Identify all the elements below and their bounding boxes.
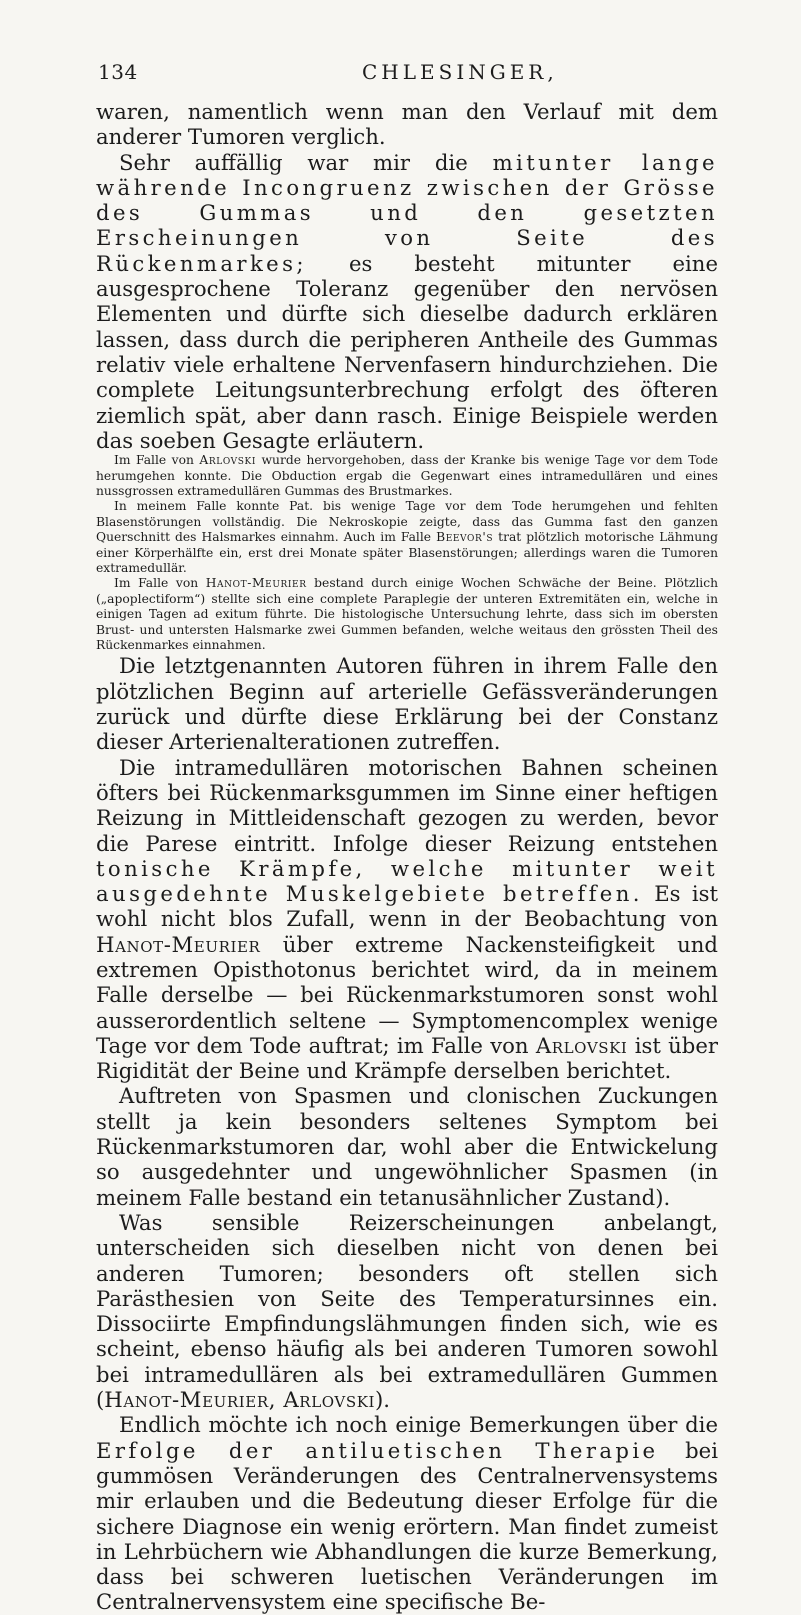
running-head: CHLESINGER,	[362, 60, 558, 84]
text-run: Im Falle von	[114, 453, 200, 468]
text-run: Sehr auffällig war mir die	[119, 149, 493, 175]
author-name: Arlovski	[535, 1032, 628, 1058]
paragraph	[96, 99, 718, 150]
emphasized-text: mitunter lange währende Incongruenz zwischen der Grösse des Gummas und den gesetzten Erscheinungen von Seite des Rückenmarkes;	[96, 149, 718, 276]
text-run: Auftreten von Spasmen und clonischen Zuckungen stellt ja kein besonders seltenes Symptom bei Rückenmarkstumoren dar, wohl aber die Entwickelung so ausgedehnter und ungewöhnlicher Spasmen (in meinem Falle bestand ein tetanusähnlicher Zustand).	[96, 1083, 718, 1210]
page-number: 134	[98, 60, 138, 84]
author-name: Hanot-Meurier	[205, 576, 307, 591]
text-run: Endlich möchte ich noch einige Bemerkungen über die	[119, 1412, 718, 1438]
footnote-paragraph	[96, 499, 718, 576]
text-run: Die letztgenannten Autoren führen in ihrem Falle den plötzlichen Beginn auf arterielle Gefässveränderungen zurück und dürfte diese Erklärung bei der Constanz dieser Arterienalterationen zutreffen.	[96, 653, 718, 755]
text-run: ).	[375, 1387, 391, 1413]
paragraph	[96, 755, 718, 1084]
text-run: Die intramedullären motorischen Bahnen scheinen öfters bei Rückenmarksgummen im Sinne einer heftigen Reizung in Mittleidenschaft gezogen zu werden, bevor die Parese eintritt. Infolge dieser Reizung entstehen	[96, 754, 718, 856]
text-run: bestand durch einige Wochen Schwäche der Beine. Plötzlich („apoplectiform“) stellte sich eine complete Paraplegie der unteren Extremitäten ein, welche in einigen Tagen ad exitum führte. Die histologische Untersuchung lehrte, dass sich im obersten Brust- und untersten Halsmarke zwei Gummen befanden, welche weitaus den grössten Theil des Rückenmarkes einnahmen.	[96, 576, 718, 653]
page-header	[98, 60, 718, 90]
body-text	[96, 99, 718, 1615]
text-run: Im Falle von	[114, 576, 206, 591]
text-run: Es ist wohl nicht blos Zufall, wenn in der Beobachtung von	[96, 881, 718, 932]
paragraph	[96, 1412, 718, 1614]
paragraph	[96, 1083, 718, 1209]
text-run: Was sensible Reizerscheinungen anbelangt, unterscheiden sich dieselben nicht von denen bei anderen Tumoren; besonders oft stellen sich Parästhesien von Seite des Temperatursinnes ein. Dissociirte Empfindungslähmungen finden sich, wie es scheint, ebenso häufig als bei anderen Tumoren sowohl bei intramedullären als bei extramedullären Gummen (	[96, 1209, 718, 1413]
text-run: bei gummösen Veränderungen des Centralnervensystems mir erlauben und die Bedeutung dieser Erfolge für die sichere Diagnose ein wenig erörtern. Man findet zumeist in Lehrbüchern wie Abhandlungen die kurze Bemerkung, dass bei schweren luetischen Veränderungen im Centralnervensystem eine specifische Be-	[96, 1437, 718, 1615]
paragraph	[96, 653, 718, 754]
text-run: In meinem Falle konnte Pat. bis wenige Tage vor dem Tode herumgehen und fehlten Blasenstörungen vollständig. Die Nekroskopie zeigte, dass das Gumma fast den ganzen Querschnitt des Halsmarkes einnahm. Auch im Falle	[96, 499, 718, 545]
paragraph	[96, 150, 718, 454]
text-run: ist über Rigidität der Beine und Krämpfe derselben berichtet.	[96, 1032, 718, 1084]
author-name: Arlovski	[199, 453, 257, 468]
author-name: Beevor's	[436, 530, 494, 545]
text-run: es besteht mitunter eine ausgesprochene Toleranz gegenüber den nervösen Elementen und dürfte sich dieselbe dadurch erklären lassen, dass durch die peripheren Antheile des Gummas relativ viele erhaltene Nervenfasern hindurchziehen. Die complete Leitungsunterbrechung erfolgt des öfteren ziemlich spät, aber dann rasch. Einige Beispiele werden das soeben Gesagte erläutern.	[96, 250, 718, 453]
emphasized-text: Erfolge der antiluetischen Therapie	[96, 1437, 659, 1463]
author-name: Hanot-Meurier	[96, 931, 261, 957]
text-run: trat plötzlich motorische Lähmung einer Körperhälfte ein, erst drei Monate später Blasenstörungen; allerdings waren die Tumoren extramedullär.	[96, 530, 718, 575]
footnote-paragraph	[96, 453, 718, 499]
footnote-paragraph	[96, 576, 718, 653]
text-run: über extreme Nackensteifigkeit und extremen Opisthotonus berichtet wird, da in meinem Falle derselbe — bei Rückenmarkstumoren sonst wohl ausserordentlich seltene — Symptomencomplex wenige Tage vor dem Tode auftrat; im Falle von	[96, 931, 718, 1058]
text-run: waren, namentlich wenn man den Verlauf mit dem anderer Tumoren verglich.	[96, 99, 718, 150]
paragraph	[96, 1210, 718, 1412]
text-run: wurde hervorgehoben, dass der Kranke bis wenige Tage vor dem Tode herumgehen konnte. Die Obduction ergab die Gegenwart eines intramedullären und eines nussgrossen extramedullären Gummas des Brustmarkes.	[96, 453, 718, 498]
emphasized-text: tonische Krämpfe, welche mitunter weit ausgedehnte Muskelgebiete betreffen.	[96, 855, 718, 907]
author-name: Hanot-Meurier, Arlovski	[104, 1387, 376, 1413]
